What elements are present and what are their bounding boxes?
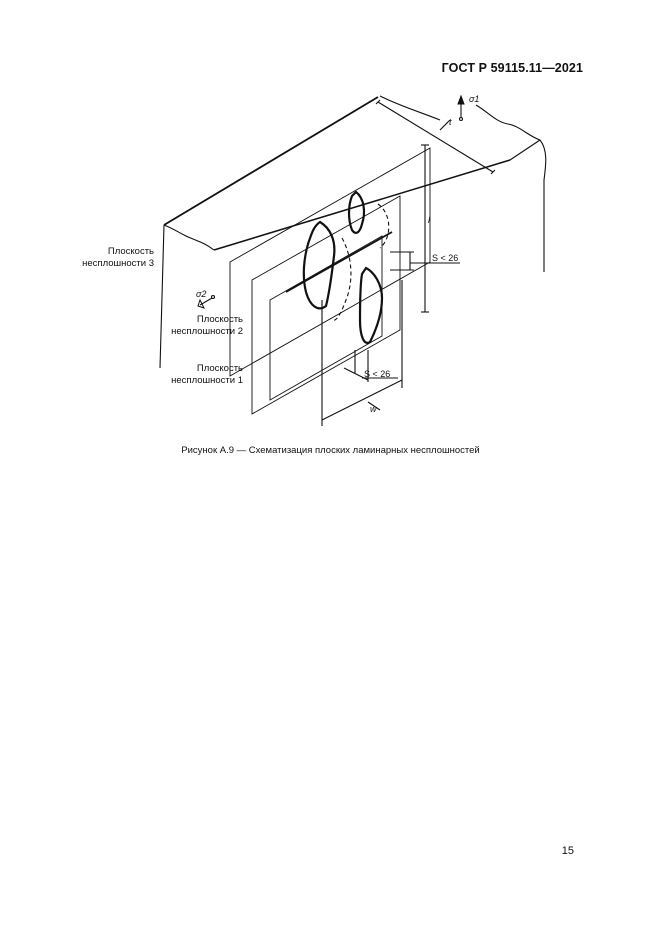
plate-top-edge-corner — [510, 140, 540, 160]
label-l: l — [428, 215, 430, 225]
page-number: 15 — [561, 845, 574, 857]
label-s-lower: S < 26 — [364, 369, 391, 379]
figure-drawing — [0, 0, 661, 435]
document-header: ГОСТ Р 59115.11—2021 — [441, 61, 583, 75]
label-plane-1: Плоскость несплошности 1 — [171, 363, 243, 386]
label-sigma1: σ1 — [469, 94, 480, 104]
label-w: w — [370, 404, 377, 414]
figure-laminar-discontinuities — [0, 0, 661, 435]
plate-top-edge-left — [164, 97, 378, 225]
label-plane-3: Плоскость несплошности 3 — [82, 246, 154, 269]
plate-top-edge-right — [214, 160, 510, 250]
flaw-lower — [360, 268, 382, 343]
flaw-upper — [349, 192, 364, 233]
dimension-t-line — [378, 102, 493, 172]
flaw-projection-1 — [378, 204, 389, 248]
flaw-large — [304, 222, 335, 308]
label-sigma2: σ2 — [196, 289, 207, 299]
figure-caption: Рисунок А.9 — Схематизация плоских ламинарных несплошностей — [181, 445, 480, 456]
label-t: t — [449, 117, 452, 127]
label-plane-2: Плоскость несплошности 2 — [171, 314, 243, 337]
plate-left-edge — [160, 225, 164, 368]
plate-break-front — [164, 225, 214, 250]
plane-section-line — [286, 232, 392, 292]
plate-top-rear — [380, 96, 440, 120]
dimension-w-line — [322, 380, 402, 420]
label-s-upper: S < 26 — [432, 253, 459, 263]
